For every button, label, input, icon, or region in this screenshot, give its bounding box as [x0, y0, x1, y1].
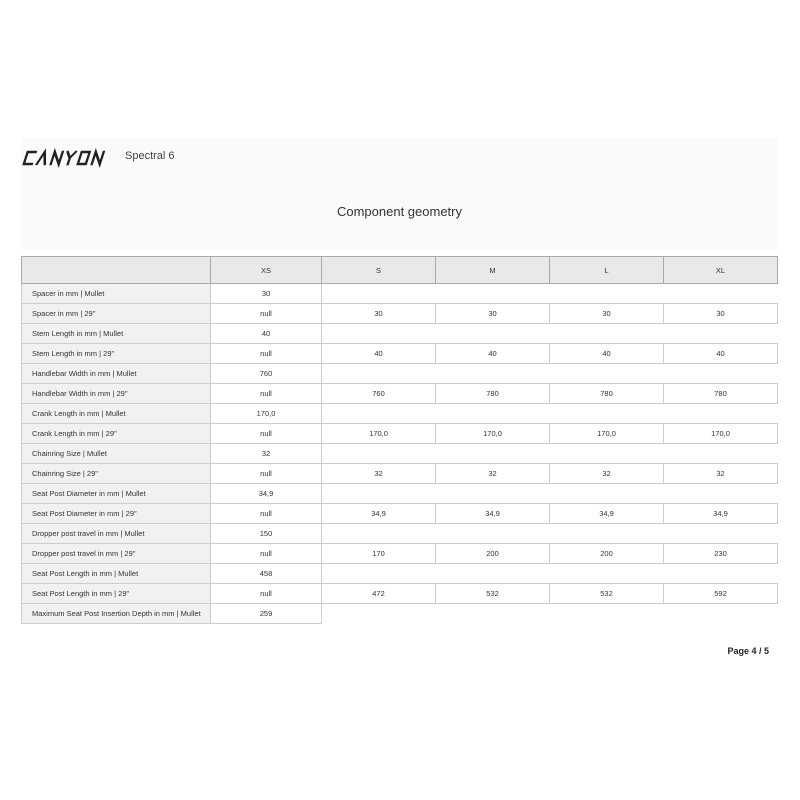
cell-value: 40	[322, 344, 436, 364]
cell-value: 34,9	[322, 504, 436, 524]
table-row	[22, 604, 778, 624]
cell-value: null	[211, 384, 322, 404]
cell-value: null	[211, 464, 322, 484]
cell-value: 259	[211, 604, 322, 624]
cell-value: 150	[211, 524, 322, 544]
column-header	[22, 257, 211, 284]
table-row	[22, 504, 778, 524]
cell-value: 40	[211, 324, 322, 344]
table-row	[22, 404, 778, 424]
section-title: Component geometry	[336, 204, 462, 219]
canyon-logo	[21, 148, 119, 168]
row-label: Dropper post travel in mm | 29"	[22, 544, 211, 564]
empty-merged-cell	[322, 364, 778, 384]
empty-merged-cell	[322, 484, 778, 504]
cell-value: 170,0	[322, 424, 436, 444]
table-header-row	[22, 257, 778, 284]
cell-value: 34,9	[436, 504, 550, 524]
cell-value: 200	[436, 544, 550, 564]
row-label: Seat Post Diameter in mm | 29"	[22, 504, 211, 524]
cell-value: null	[211, 424, 322, 444]
cell-value: 30	[664, 304, 778, 324]
row-label: Seat Post Length in mm | 29"	[22, 584, 211, 604]
empty-merged-cell	[322, 604, 778, 624]
row-label: Seat Post Length in mm | Mullet	[22, 564, 211, 584]
row-label: Maximum Seat Post Insertion Depth in mm | Mullet	[22, 604, 211, 624]
cell-value: 30	[550, 304, 664, 324]
cell-value: 760	[322, 384, 436, 404]
cell-value: 458	[211, 564, 322, 584]
table-row	[22, 384, 778, 404]
cell-value: 34,9	[211, 484, 322, 504]
row-label: Chainring Size | Mullet	[22, 444, 211, 464]
table-row	[22, 324, 778, 344]
cell-value: 532	[436, 584, 550, 604]
table-row	[22, 424, 778, 444]
table-row	[22, 484, 778, 504]
row-label: Dropper post travel in mm | Mullet	[22, 524, 211, 544]
row-label: Spacer in mm | Mullet	[22, 284, 211, 304]
cell-value: null	[211, 504, 322, 524]
row-label: Chainring Size | 29"	[22, 464, 211, 484]
cell-value: null	[211, 304, 322, 324]
table-row	[22, 304, 778, 324]
table-row	[22, 544, 778, 564]
table-row	[22, 524, 778, 544]
page-number: Page 4 / 5	[727, 646, 769, 656]
empty-merged-cell	[322, 524, 778, 544]
row-label: Stem Length in mm | 29"	[22, 344, 211, 364]
cell-value: 32	[664, 464, 778, 484]
column-header-m: M	[436, 257, 550, 284]
cell-value: 40	[436, 344, 550, 364]
cell-value: 170,0	[436, 424, 550, 444]
cell-value: 780	[664, 384, 778, 404]
table-row	[22, 344, 778, 364]
column-header-s: S	[322, 257, 436, 284]
row-label: Stem Length in mm | Mullet	[22, 324, 211, 344]
cell-value: 34,9	[664, 504, 778, 524]
empty-merged-cell	[322, 284, 778, 304]
cell-value: 200	[550, 544, 664, 564]
empty-merged-cell	[322, 564, 778, 584]
cell-value: null	[211, 344, 322, 364]
geometry-table	[21, 256, 778, 624]
cell-value: 30	[322, 304, 436, 324]
table-row	[22, 584, 778, 604]
table-row	[22, 564, 778, 584]
cell-value: 780	[436, 384, 550, 404]
cell-value: 532	[550, 584, 664, 604]
cell-value: null	[211, 584, 322, 604]
cell-value: null	[211, 544, 322, 564]
cell-value: 32	[436, 464, 550, 484]
header-band	[21, 138, 778, 250]
cell-value: 170,0	[211, 404, 322, 424]
table-row	[22, 464, 778, 484]
row-label: Seat Post Diameter in mm | Mullet	[22, 484, 211, 504]
cell-value: 592	[664, 584, 778, 604]
cell-value: 472	[322, 584, 436, 604]
column-header-xl: XL	[664, 257, 778, 284]
cell-value: 30	[211, 284, 322, 304]
cell-value: 32	[550, 464, 664, 484]
cell-value: 34,9	[550, 504, 664, 524]
table-row	[22, 444, 778, 464]
cell-value: 760	[211, 364, 322, 384]
model-name: Spectral 6	[125, 150, 175, 162]
row-label: Crank Length in mm | 29"	[22, 424, 211, 444]
table-body	[22, 284, 778, 624]
cell-value: 30	[436, 304, 550, 324]
cell-value: 780	[550, 384, 664, 404]
canyon-logo-icon	[21, 148, 119, 168]
cell-value: 40	[664, 344, 778, 364]
cell-value: 40	[550, 344, 664, 364]
row-label: Crank Length in mm | Mullet	[22, 404, 211, 424]
row-label: Handlebar Width in mm | 29"	[22, 384, 211, 404]
column-header-xs: XS	[211, 257, 322, 284]
cell-value: 32	[322, 464, 436, 484]
row-label: Spacer in mm | 29"	[22, 304, 211, 324]
cell-value: 32	[211, 444, 322, 464]
table-row	[22, 284, 778, 304]
cell-value: 170	[322, 544, 436, 564]
column-header-l: L	[550, 257, 664, 284]
cell-value: 170,0	[664, 424, 778, 444]
empty-merged-cell	[322, 444, 778, 464]
cell-value: 230	[664, 544, 778, 564]
table-row	[22, 364, 778, 384]
row-label: Handlebar Width in mm | Mullet	[22, 364, 211, 384]
cell-value: 170,0	[550, 424, 664, 444]
empty-merged-cell	[322, 404, 778, 424]
empty-merged-cell	[322, 324, 778, 344]
